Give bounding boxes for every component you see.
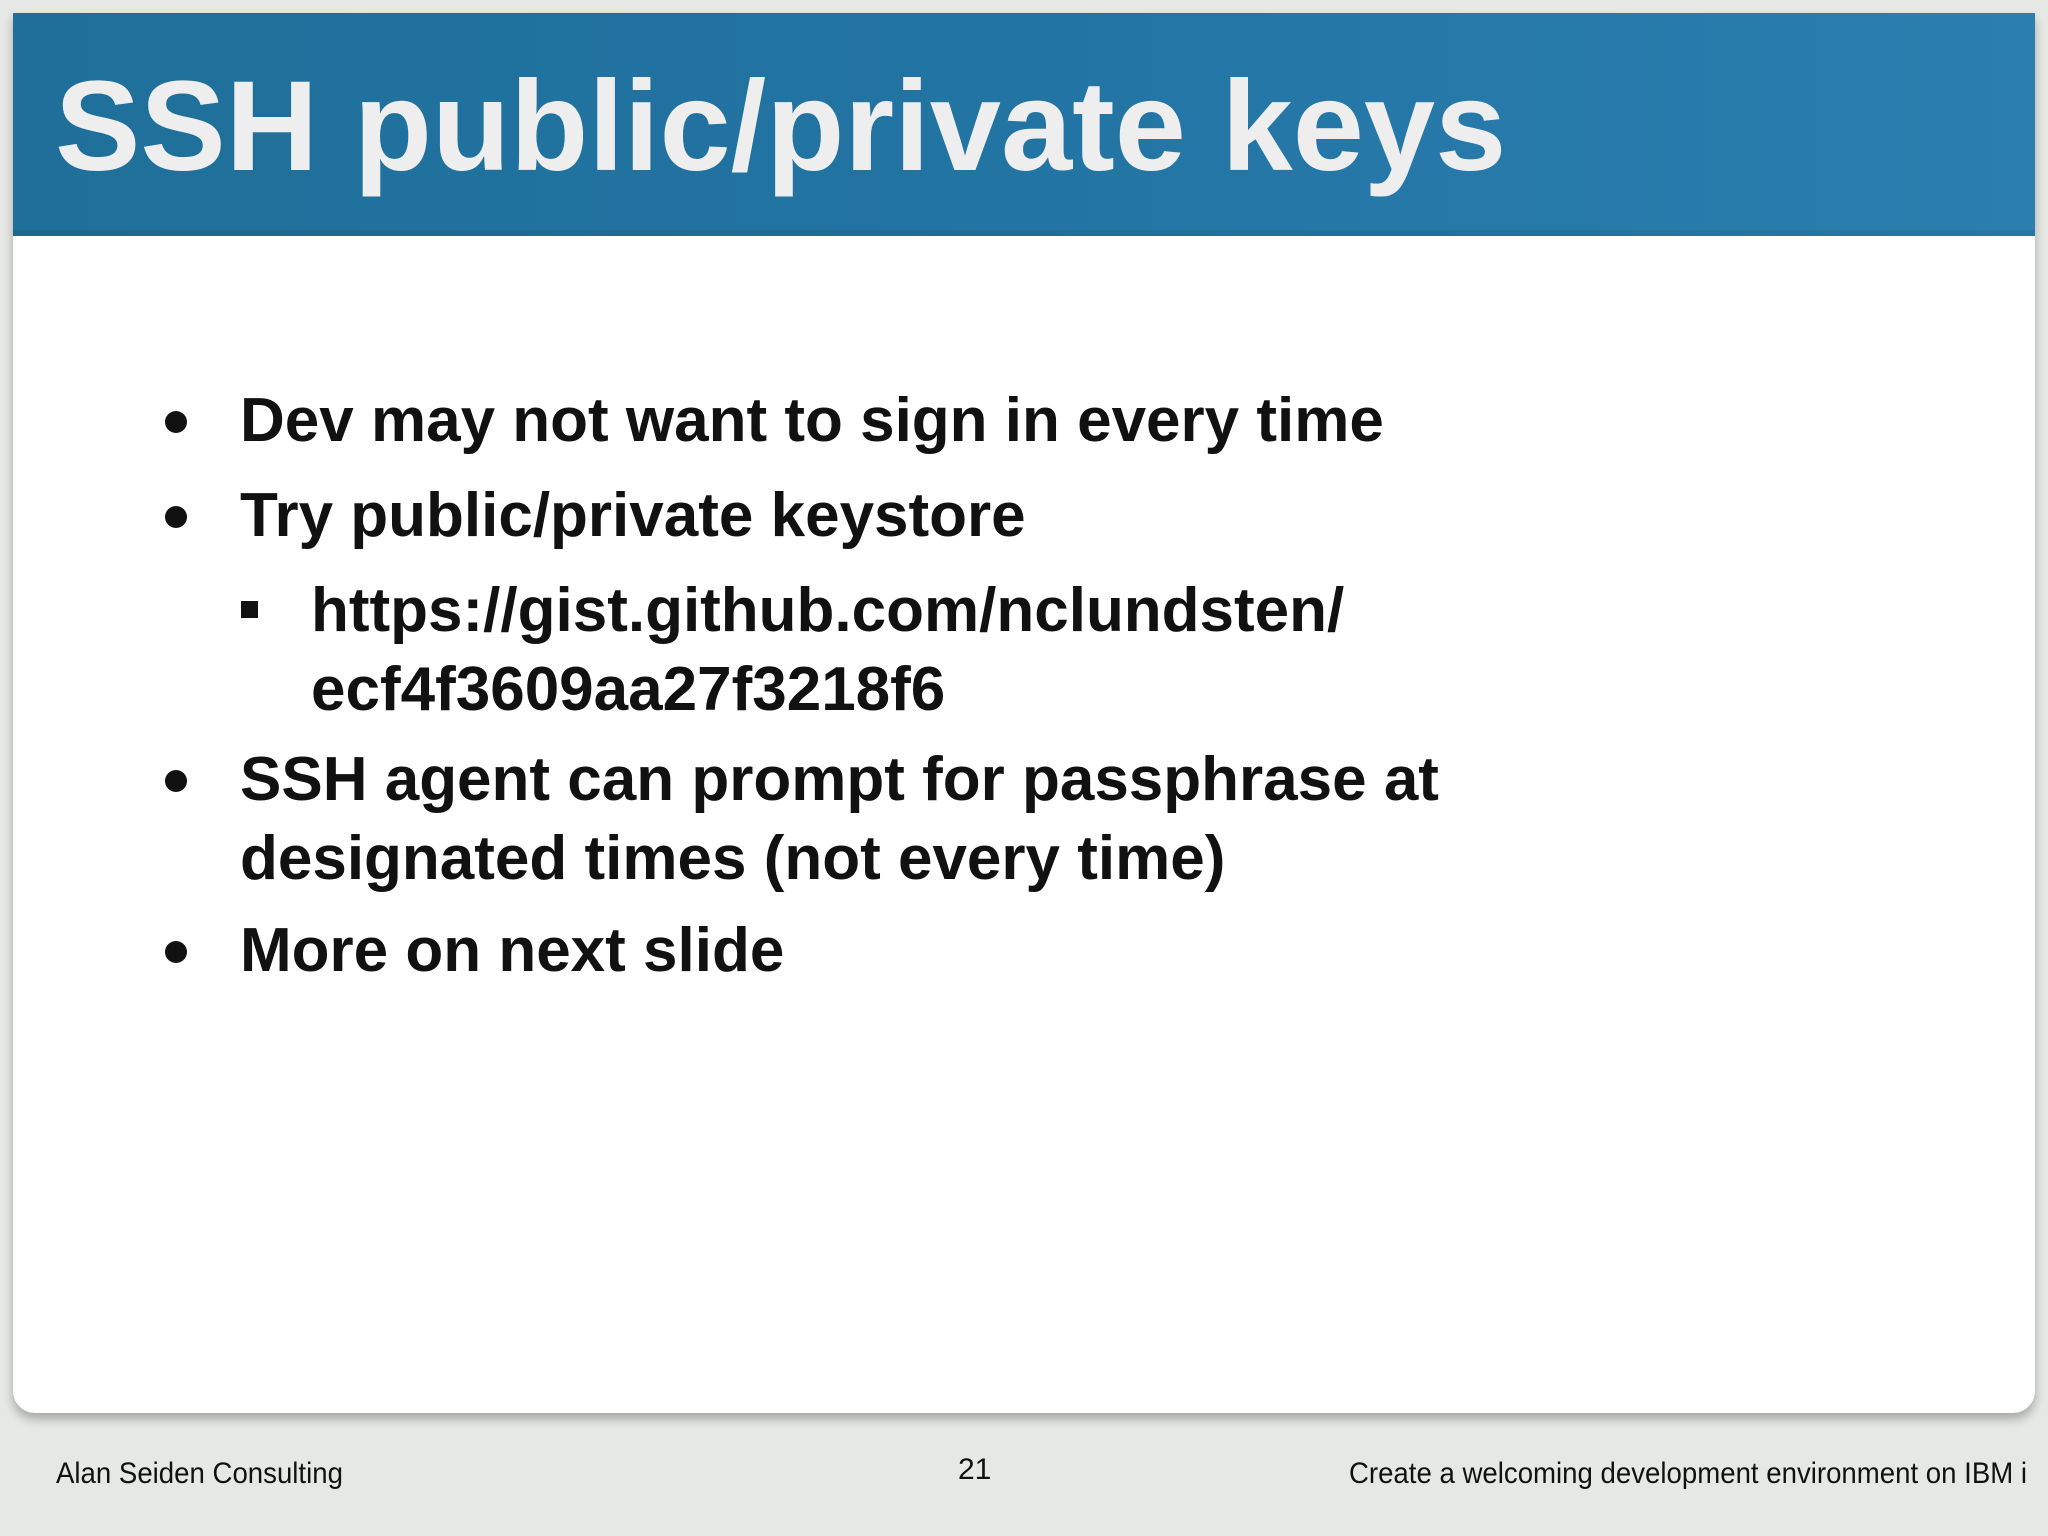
bullet-text: Try public/private keystore xyxy=(240,481,1026,550)
bullet-text: Dev may not want to sign in every time xyxy=(240,386,1384,455)
footer-presentation-title: Create a welcoming development environment on IBM i xyxy=(1348,1457,2027,1490)
sub-bullet-item xyxy=(311,571,1344,729)
bullet-text-line-2: designated times (not every time) xyxy=(240,824,1226,893)
bullet-dot-icon xyxy=(165,411,187,433)
slide-title: SSH public/private keys xyxy=(55,55,1507,198)
footer-page-number: 21 xyxy=(958,1453,992,1486)
bullet-item xyxy=(240,476,1026,555)
slide xyxy=(13,13,2035,1413)
bullet-item xyxy=(240,740,1439,898)
sub-bullet-url-line-1[interactable]: https://gist.github.com/nclundsten/ xyxy=(311,576,1345,645)
bullet-dot-icon xyxy=(165,770,187,792)
bullet-item xyxy=(240,911,784,990)
bullet-dot-icon xyxy=(165,941,187,963)
bullet-dot-icon xyxy=(165,506,187,528)
bullet-text: More on next slide xyxy=(240,916,785,985)
sub-bullet-url-line-2[interactable]: ecf4f3609aa27f3218f6 xyxy=(311,655,946,724)
footer-author: Alan Seiden Consulting xyxy=(56,1457,343,1490)
bullet-text-line-1: SSH agent can prompt for passphrase at xyxy=(240,745,1439,814)
bullet-item xyxy=(240,381,1384,460)
bullet-square-icon xyxy=(241,601,258,618)
title-bar xyxy=(13,13,2035,236)
